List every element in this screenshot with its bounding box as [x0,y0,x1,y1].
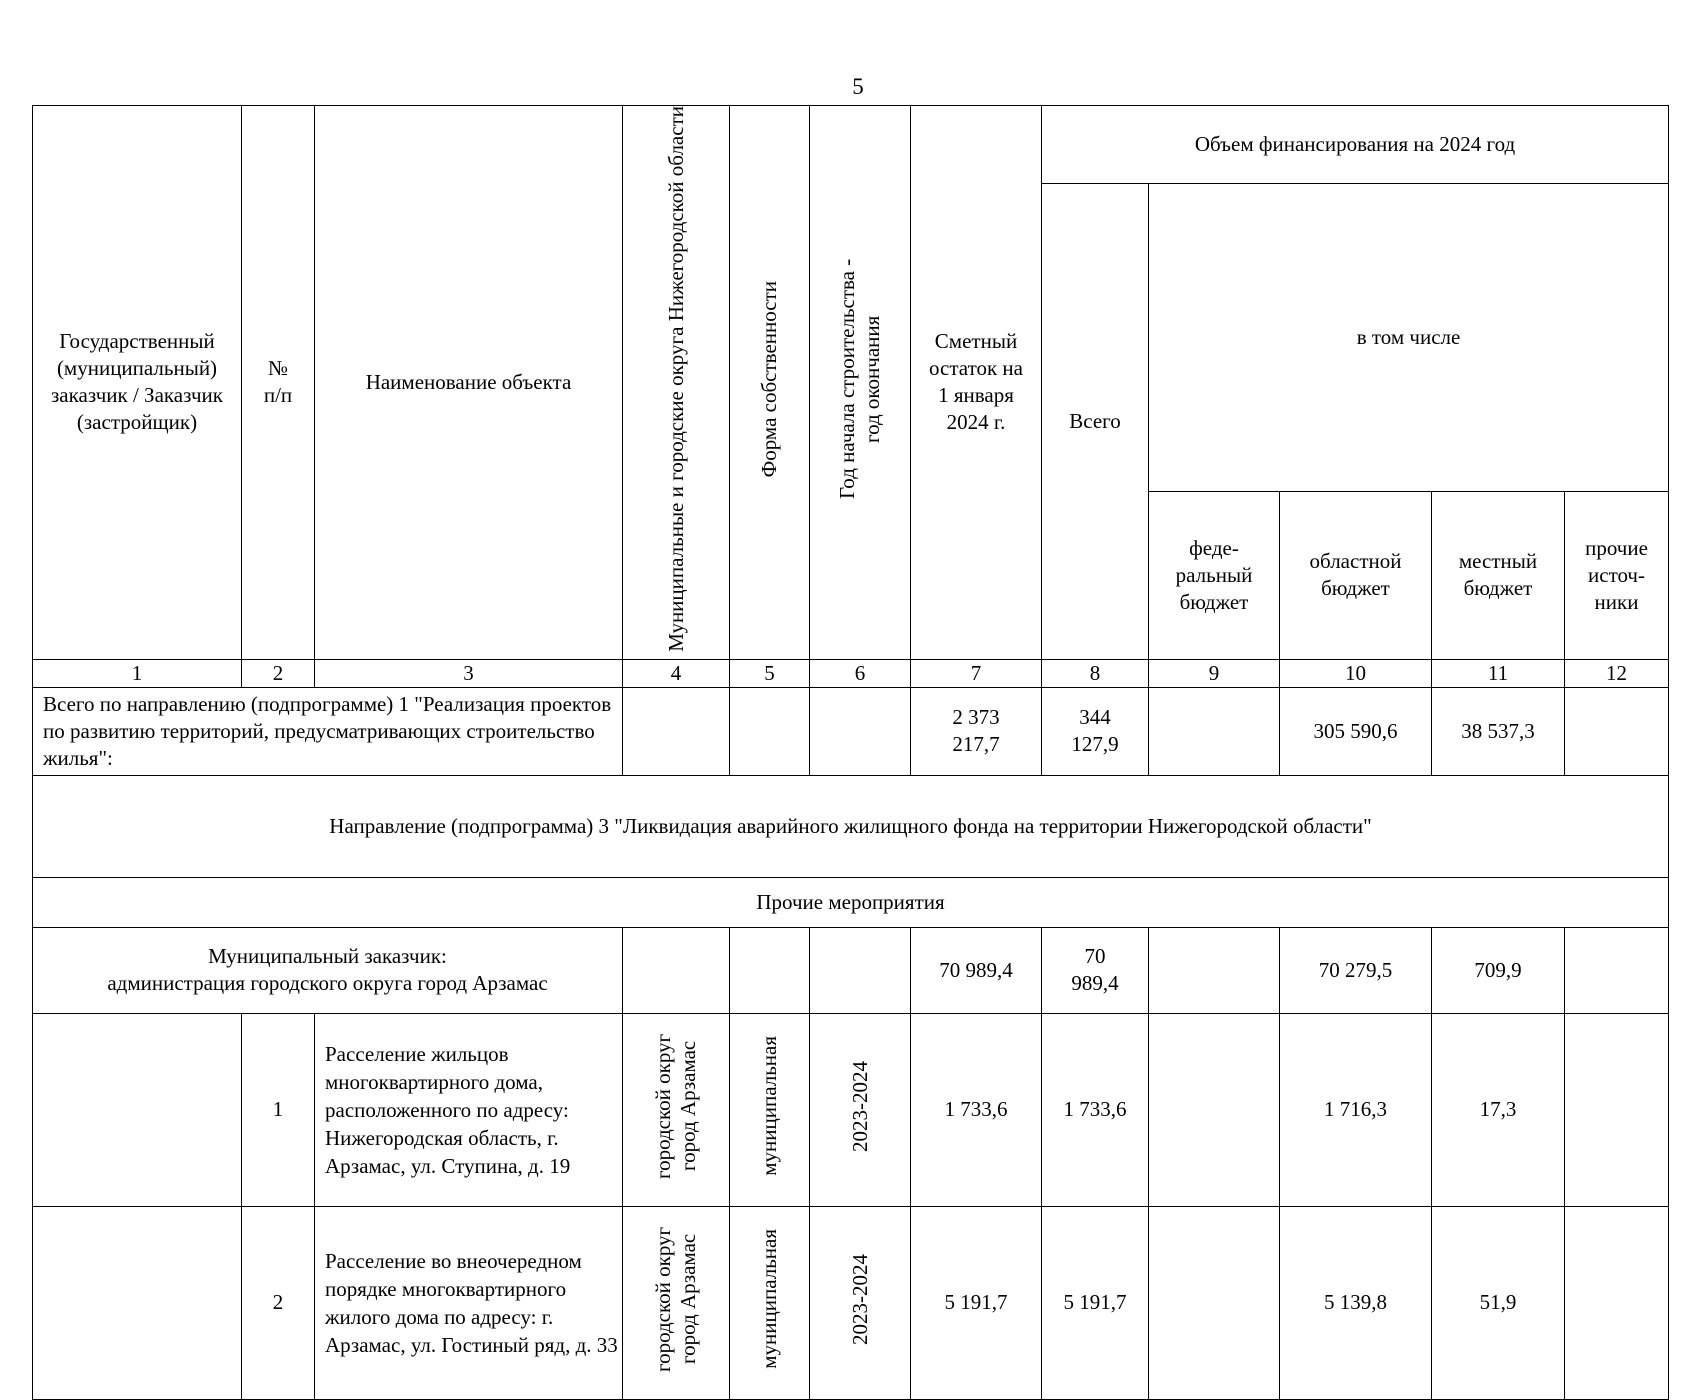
total-other [1565,687,1669,775]
row-district-text: городской округ город Арзамас [651,1033,700,1179]
colnum: 1 [33,659,242,687]
colnum: 11 [1432,659,1565,687]
row-local: 51,9 [1432,1206,1565,1399]
row-federal [1149,1206,1280,1399]
total-all: 344 127,9 [1042,687,1149,775]
column-numbers-row [33,659,1669,687]
direction-title: Направление (подпрограмма) 3 "Ликвидация аварийного жилищного фонда на территории Нижегородской области" [33,775,1669,877]
page-number: 5 [852,74,864,99]
customer-federal [1149,927,1280,1013]
customer-label [33,927,623,1013]
row-estimate: 5 191,7 [911,1206,1042,1399]
row-ownership-text: муниципальная [757,1036,781,1177]
customer-label-line2: администрация городского округа город Арзамас [107,971,548,996]
customer-other [1565,927,1669,1013]
header-federal: феде-ральный бюджет [1149,491,1280,659]
total-c5 [730,687,810,775]
section-title: Прочие мероприятия [33,877,1669,927]
row-years [810,1206,911,1399]
header-regional: областной бюджет [1280,491,1432,659]
customer-c4 [623,927,730,1013]
row-federal [1149,1013,1280,1206]
header-districts [623,106,730,660]
header-years-text: Год начала строительства - год окончания [835,258,884,499]
colnum: 3 [315,659,623,687]
customer-row [33,927,1669,1013]
row-years [810,1013,911,1206]
colnum: 4 [623,659,730,687]
customer-c6 [810,927,911,1013]
colnum: 12 [1565,659,1669,687]
row-district [623,1206,730,1399]
colnum: 9 [1149,659,1280,687]
colnum: 5 [730,659,810,687]
row-other [1565,1206,1669,1399]
row-years-text: 2023-2024 [847,1060,872,1152]
row-ownership [730,1206,810,1399]
colnum: 10 [1280,659,1432,687]
total-estimate: 2 373 217,7 [911,687,1042,775]
row-ownership-text: муниципальная [757,1229,781,1370]
row-total: 5 191,7 [1042,1206,1149,1399]
row-ownership [730,1013,810,1206]
total-c4 [623,687,730,775]
row-object-name: Расселение жильцов многоквартирного дома, расположенного по адресу: Нижегородская область, г. Арзамас, ул. Ступина, д. 19 [315,1013,623,1206]
header-districts-text: Муниципальные и городские округа Нижегородской области [663,106,688,652]
colnum: 2 [242,659,315,687]
customer-regional: 70 279,5 [1280,927,1432,1013]
row-other [1565,1013,1669,1206]
row-local: 17,3 [1432,1013,1565,1206]
header-total: Всего [1042,184,1149,660]
header-funding: Объем финансирования на 2024 год [1042,106,1669,184]
table-row [33,1206,1669,1399]
header-object-name: Наименование объекта [315,106,623,660]
row-regional: 1 716,3 [1280,1013,1432,1206]
row-number: 1 [242,1013,315,1206]
customer-local: 709,9 [1432,927,1565,1013]
customer-label-line1: Муниципальный заказчик: [208,944,447,969]
header-ownership-text: Форма собственности [757,280,781,478]
customer-c5 [730,927,810,1013]
header-years [810,106,911,660]
row-number: 2 [242,1206,315,1399]
row-object-name: Расселение во внеочередном порядке многоквартирного жилого дома по адресу: г. Арзамас, ул. Гостиный ряд, д. 33 [315,1206,623,1399]
row-estimate: 1 733,6 [911,1013,1042,1206]
row-customer [33,1013,242,1206]
header-customer: Государственный (муниципальный) заказчик / Заказчик (застройщик) [33,106,242,660]
total-c6 [810,687,911,775]
total-regional: 305 590,6 [1280,687,1432,775]
header-estimate-remainder: Сметный остаток на 1 января 2024 г. [911,106,1042,660]
row-years-text: 2023-2024 [847,1253,872,1345]
row-district [623,1013,730,1206]
header-number: № п/п [242,106,315,660]
row-total: 1 733,6 [1042,1013,1149,1206]
table-row [33,1013,1669,1206]
colnum: 7 [911,659,1042,687]
header-other: прочие источ-ники [1565,491,1669,659]
financing-table [32,105,1669,1400]
header-local: местный бюджет [1432,491,1565,659]
colnum: 8 [1042,659,1149,687]
header-including: в том числе [1149,184,1669,492]
total-federal [1149,687,1280,775]
row-district-text: городской округ город Арзамас [651,1226,700,1372]
customer-estimate: 70 989,4 [911,927,1042,1013]
row-customer [33,1206,242,1399]
colnum: 6 [810,659,911,687]
customer-all: 70 989,4 [1042,927,1149,1013]
header-ownership [730,106,810,660]
total-local: 38 537,3 [1432,687,1565,775]
row-regional: 5 139,8 [1280,1206,1432,1399]
total-row [33,687,1669,775]
total-row-label: Всего по направлению (подпрограмме) 1 "Реализация проектов по развитию территорий, предусматривающих строительство жилья": [33,687,623,775]
